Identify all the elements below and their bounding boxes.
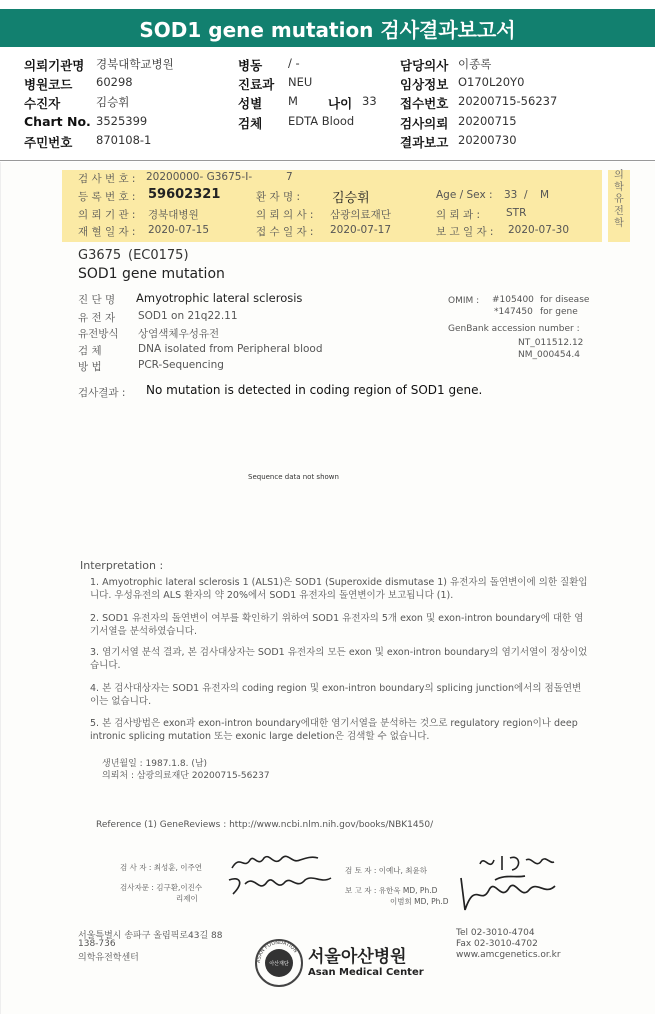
omim-gene: *147450 — [494, 307, 533, 317]
website: www.amcgenetics.or.kr — [456, 950, 561, 960]
test-code: G3675 — [78, 248, 122, 263]
inheritance-label: 유전방식 — [78, 328, 119, 340]
collection-date: 2020-07-15 — [148, 224, 210, 236]
requesting-dept: STR — [506, 207, 527, 219]
interpretation-item: 5. 본 검사방법은 exon과 exon-intron boundary에대한 염기서열을 분석하는 것으로 regulatory region이나 deep intronic splicing mutation 또는 exonic large deletion은 검색할 수 없습니다. — [90, 718, 578, 742]
requesting-doctor-label: 의 뢰 의 사 : — [256, 209, 314, 221]
chart-no-label: Chart No. — [24, 114, 91, 129]
department-label: 진료과 — [238, 77, 275, 92]
side-char: 학 — [614, 218, 624, 229]
genbank-nt: NT_011512.12 — [518, 338, 584, 348]
sequence-note: Sequence data not shown — [248, 473, 339, 481]
age-scan: 33 — [504, 189, 518, 201]
specimen-label: 검체 — [238, 116, 263, 131]
received-date-label: 접 수 일 자 : — [256, 226, 314, 238]
report-date-scan-label: 보 고 일 자 : — [436, 226, 494, 238]
report-date-scan: 2020-07-30 — [508, 224, 570, 236]
exam-no: 20200000- G3675-I- — [146, 171, 253, 183]
info-row — [0, 133, 655, 151]
hospital-code-label: 병원코드 — [24, 77, 73, 92]
age-sex-separator: / — [524, 189, 528, 201]
interpretation-item: 2. SOD1 유전자의 돌연변이 여부를 확인하기 위하여 SOD1 유전자의 5개 exon 및 exon-intron boundary에 대한 염기서열을 분석하였습니다. — [90, 613, 584, 637]
logo-center-text: 아산재단 — [269, 961, 289, 967]
method-label: 방 법 — [78, 361, 102, 373]
test-name: SOD1 gene mutation — [78, 266, 225, 282]
age: 33 — [362, 94, 377, 108]
received-date: 2020-07-17 — [330, 224, 392, 236]
interpretation-item: 1. Amyotrophic lateral sclerosis 1 (ALS1)은 SOD1 (Superoxide dismutase 1) 유전자의 돌연변이에 의한 질환입니다. 우성유전의 ALS 환자의 약 20%에서 SOD1 유전자의 돌연변이가 보고됩니다 (1). — [90, 577, 588, 601]
gene: SOD1 on 21q22.11 — [138, 310, 238, 322]
birth-date: 생년월일 : 1987.1.8. (남) — [102, 759, 208, 769]
result-text: No mutation is detected in coding region of SOD1 gene. — [146, 383, 483, 397]
center-name: 의학유전학센터 — [78, 953, 139, 963]
collection-date-label: 재 혈 일 자 : — [78, 226, 136, 238]
sex-scan: M — [540, 189, 550, 201]
age-sex-label: Age / Sex : — [436, 189, 493, 201]
method: PCR-Sequencing — [138, 359, 224, 371]
genbank-label: GenBank accession number : — [448, 324, 580, 334]
reviewer: 검 토 자 : 이예나, 최윤하 — [345, 866, 428, 875]
resident-no: 870108-1 — [96, 133, 152, 147]
advisor-signature — [225, 870, 335, 900]
clinical-info: O170L20Y0 — [458, 75, 525, 89]
report-info — [0, 54, 655, 154]
tester: 검 사 자 : 최성훈, 이주연 — [120, 863, 203, 872]
omim-label: OMIM : — [448, 296, 480, 306]
patient-label: 수진자 — [24, 96, 61, 111]
accession-label: 접수번호 — [400, 96, 449, 111]
age-label: 나이 — [328, 96, 353, 111]
resident-no-label: 주민번호 — [24, 135, 73, 150]
hospital-name-label: 의뢰기관명 — [24, 58, 85, 73]
exam-no-label: 검 사 번 호 : — [78, 173, 136, 185]
reference: Reference (1) GeneReviews : http://www.ncbi.nlm.nih.gov/books/NBK1450/ — [96, 820, 434, 830]
chart-no: 3525399 — [96, 114, 148, 128]
advisor: 검사자문 : 김구환,이진수 — [120, 883, 203, 892]
diagnosis: Amyotrophic lateral sclerosis — [136, 291, 303, 305]
requesting-hospital-label: 의 뢰 기 관 : — [78, 209, 136, 221]
exam-no-suffix: 7 — [286, 171, 293, 183]
telephone: Tel 02-3010-4704 — [456, 928, 535, 938]
postal-code: 138-736 — [78, 939, 116, 949]
specimen-scan: DNA isolated from Peripheral blood — [138, 343, 323, 355]
ward: / - — [288, 56, 300, 70]
doctor: 이종록 — [458, 57, 492, 71]
reg-no: 59602321 — [148, 187, 221, 202]
requesting-dept-label: 의 뢰 과 : — [436, 209, 480, 221]
hospital-name-ko: 서울아산병원 — [308, 947, 407, 967]
doctor-label: 담당의사 — [400, 58, 449, 73]
diagnosis-label: 진 단 명 — [78, 294, 116, 306]
side-char: 학 — [614, 182, 624, 193]
info-row — [0, 56, 655, 74]
sex-label: 성별 — [238, 96, 263, 111]
address-line: 서울특별시 송파구 올림픽로43길 88 — [78, 931, 223, 941]
hospital-code: 60298 — [96, 75, 133, 89]
genbank-nm: NM_000454.4 — [518, 350, 580, 360]
specimen-scan-label: 검 체 — [78, 345, 102, 357]
report-title: SOD1 gene mutation 검사결과보고서 — [0, 9, 655, 47]
side-char: 의 — [614, 170, 624, 181]
omim-gene-note: for gene — [540, 307, 578, 317]
specimen: EDTA Blood — [288, 114, 355, 128]
info-row — [0, 75, 655, 93]
inheritance: 상염색체우성유전 — [138, 328, 220, 340]
interpretation-item: 3. 염기서열 분석 결과, 본 검사대상자는 SOD1 유전자의 모든 exon 및 exon-intron boundary의 염기서열이 정상이었습니다. — [90, 647, 588, 671]
clinical-info-label: 임상정보 — [400, 77, 449, 92]
fax: Fax 02-3010-4702 — [456, 939, 538, 949]
reporter-extra: 이범희 MD, Ph.D — [390, 897, 449, 906]
hospital-name-en: Asan Medical Center — [308, 967, 424, 978]
divider — [0, 160, 655, 161]
reporter-signature — [455, 870, 565, 914]
advisor-extra: 리제이 — [176, 894, 198, 903]
side-char: 유 — [614, 194, 624, 205]
accession-number: 20200715-56237 — [458, 94, 558, 108]
gene-label: 유 전 자 — [78, 312, 116, 324]
interpretation-item: 4. 본 검사대상자는 SOD1 유전자의 coding region 및 exon-intron boundary의 splicing junction에서의 점돌연변이는 없습니다. — [90, 683, 582, 707]
asan-foundation-logo — [254, 938, 304, 988]
report-date: 20200730 — [458, 133, 517, 147]
side-label — [608, 170, 630, 242]
omim-disease: #105400 — [492, 295, 534, 305]
hospital-name: 경북대학교병원 — [96, 57, 174, 71]
patient-name: 김승휘 — [96, 95, 130, 109]
result-label: 검사결과 : — [78, 387, 126, 399]
omim-disease-note: for disease — [540, 295, 590, 305]
reporter: 보 고 자 : 유한욱 MD, Ph.D — [345, 886, 438, 895]
department: NEU — [288, 75, 313, 89]
ward-label: 병동 — [238, 58, 263, 73]
reg-no-label: 등 록 번 호 : — [78, 191, 136, 203]
patient-name-scan: 김승휘 — [332, 191, 370, 206]
test-code-paren: (EC0175) — [128, 248, 189, 263]
logo-ring-text: ASAN FOUNDATION — [255, 939, 299, 964]
request-date: 20200715 — [458, 114, 517, 128]
patient-name-label: 환 자 명 : — [256, 191, 300, 203]
requester: 의뢰처 : 삼광의료재단 20200715-56237 — [102, 771, 270, 781]
side-char: 전 — [614, 206, 624, 217]
sex: M — [288, 94, 298, 108]
info-row — [0, 94, 655, 112]
report-date-label: 결과보고 — [400, 135, 449, 150]
requesting-hospital: 경북대병원 — [148, 209, 199, 221]
request-date-label: 검사의뢰 — [400, 116, 449, 131]
requesting-doctor: 삼광의료재단 — [330, 209, 391, 221]
interpretation-title: Interpretation : — [80, 559, 164, 572]
info-row — [0, 114, 655, 132]
